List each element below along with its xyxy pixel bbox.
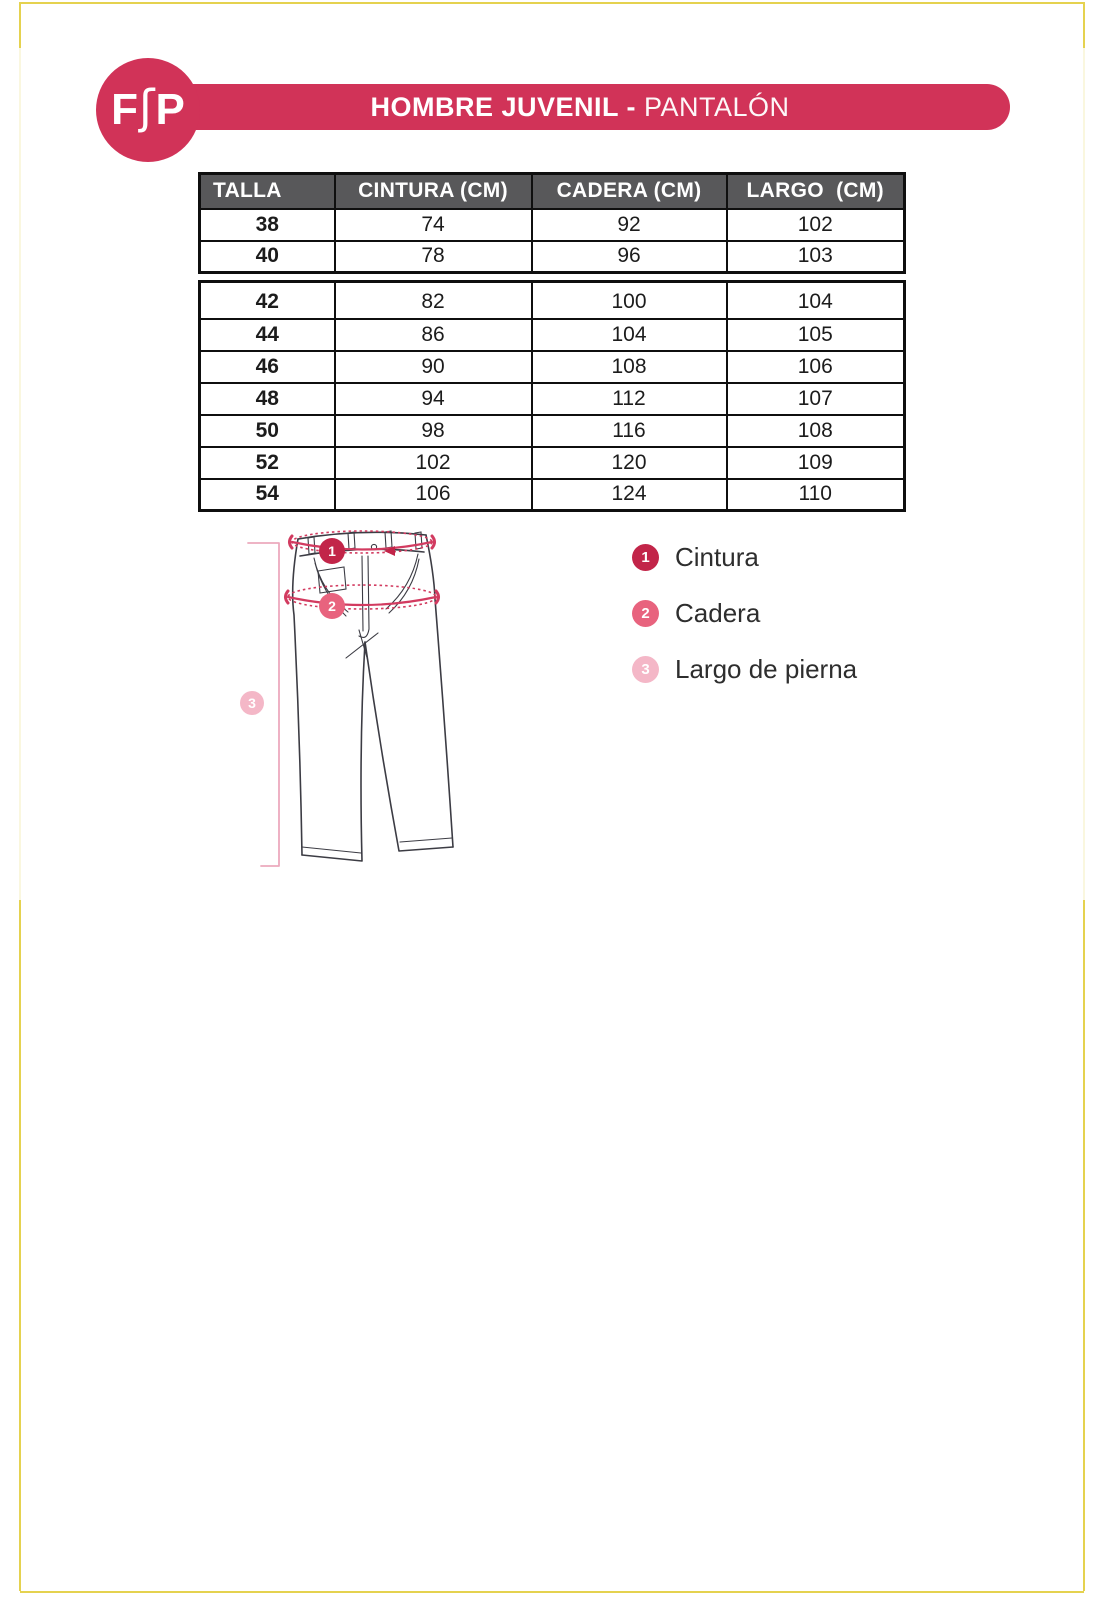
size-table-upper xyxy=(198,172,906,274)
table-row xyxy=(200,479,905,511)
legend-label-cadera: Cadera xyxy=(675,598,761,628)
cell-largo: 102 xyxy=(727,209,905,241)
cell-largo: 103 xyxy=(727,241,905,273)
table-row xyxy=(200,241,905,273)
table-row xyxy=(200,351,905,383)
legend-item-cadera xyxy=(632,598,857,629)
frame-line-left-lower xyxy=(19,900,21,1591)
col-header-largo: LARGO (CM) xyxy=(727,174,905,209)
page-title-regular: PANTALÓN xyxy=(644,91,790,122)
diagram-marker-1: 1 xyxy=(328,543,336,559)
table-row xyxy=(200,282,905,319)
cell-talla: 52 xyxy=(200,447,335,479)
cell-largo: 110 xyxy=(727,479,905,511)
cell-cintura: 98 xyxy=(335,415,532,447)
logo-letter-f: F xyxy=(111,85,139,134)
cell-largo: 108 xyxy=(727,415,905,447)
size-table xyxy=(198,172,903,512)
page-title-bold: HOMBRE JUVENIL - xyxy=(370,91,644,122)
cell-largo: 109 xyxy=(727,447,905,479)
table-row xyxy=(200,319,905,351)
cell-talla: 48 xyxy=(200,383,335,415)
cell-talla: 54 xyxy=(200,479,335,511)
brand-logo xyxy=(96,58,200,162)
size-table-lower xyxy=(198,280,906,512)
cell-talla: 42 xyxy=(200,282,335,319)
cell-cintura: 102 xyxy=(335,447,532,479)
table-header-row xyxy=(200,174,905,209)
cell-cadera: 92 xyxy=(532,209,727,241)
frame-line-right-lower xyxy=(1083,900,1085,1591)
cell-cintura: 78 xyxy=(335,241,532,273)
cell-largo: 105 xyxy=(727,319,905,351)
col-header-talla: TALLA xyxy=(200,174,335,209)
cell-cintura: 82 xyxy=(335,282,532,319)
cell-cadera: 100 xyxy=(532,282,727,319)
frame-line-right-upper xyxy=(1083,2,1085,48)
diagram-marker-2: 2 xyxy=(328,598,336,614)
cell-cadera: 116 xyxy=(532,415,727,447)
title-banner xyxy=(150,84,1010,134)
cell-talla: 44 xyxy=(200,319,335,351)
frame-line-bottom xyxy=(20,1591,1084,1593)
pants-diagram-icon xyxy=(228,515,458,877)
cell-cadera: 120 xyxy=(532,447,727,479)
table-row xyxy=(200,415,905,447)
col-header-cintura: CINTURA (CM) xyxy=(335,174,532,209)
table-row xyxy=(200,447,905,479)
table-row xyxy=(200,383,905,415)
cell-talla: 38 xyxy=(200,209,335,241)
col-header-cadera: CADERA (CM) xyxy=(532,174,727,209)
frame-line-left-upper xyxy=(19,2,21,48)
diagram-marker-3: 3 xyxy=(248,695,256,711)
logo-letter-p: P xyxy=(155,85,185,134)
measurement-legend xyxy=(632,542,857,710)
legend-label-largo: Largo de pierna xyxy=(675,654,858,684)
legend-badge-1: 1 xyxy=(632,544,659,571)
legend-item-largo xyxy=(632,654,857,685)
page-title xyxy=(370,92,789,123)
cell-talla: 50 xyxy=(200,415,335,447)
cell-cintura: 90 xyxy=(335,351,532,383)
cell-cadera: 96 xyxy=(532,241,727,273)
cell-cintura: 106 xyxy=(335,479,532,511)
cell-largo: 106 xyxy=(727,351,905,383)
cell-cadera: 124 xyxy=(532,479,727,511)
cell-cintura: 86 xyxy=(335,319,532,351)
cell-cintura: 74 xyxy=(335,209,532,241)
cell-largo: 107 xyxy=(727,383,905,415)
legend-badge-3: 3 xyxy=(632,656,659,683)
legend-label-cintura: Cintura xyxy=(675,542,759,572)
cell-cintura: 94 xyxy=(335,383,532,415)
frame-line-right-faint xyxy=(1083,48,1085,900)
logo-squiggle-icon: ʃ xyxy=(139,80,155,134)
table-row xyxy=(200,209,905,241)
cell-cadera: 104 xyxy=(532,319,727,351)
legend-badge-2: 2 xyxy=(632,600,659,627)
cell-talla: 46 xyxy=(200,351,335,383)
cell-talla: 40 xyxy=(200,241,335,273)
legend-item-cintura xyxy=(632,542,857,573)
cell-cadera: 108 xyxy=(532,351,727,383)
frame-line-left-faint xyxy=(19,48,21,900)
frame-line-top xyxy=(20,2,1084,4)
cell-largo: 104 xyxy=(727,282,905,319)
cell-cadera: 112 xyxy=(532,383,727,415)
